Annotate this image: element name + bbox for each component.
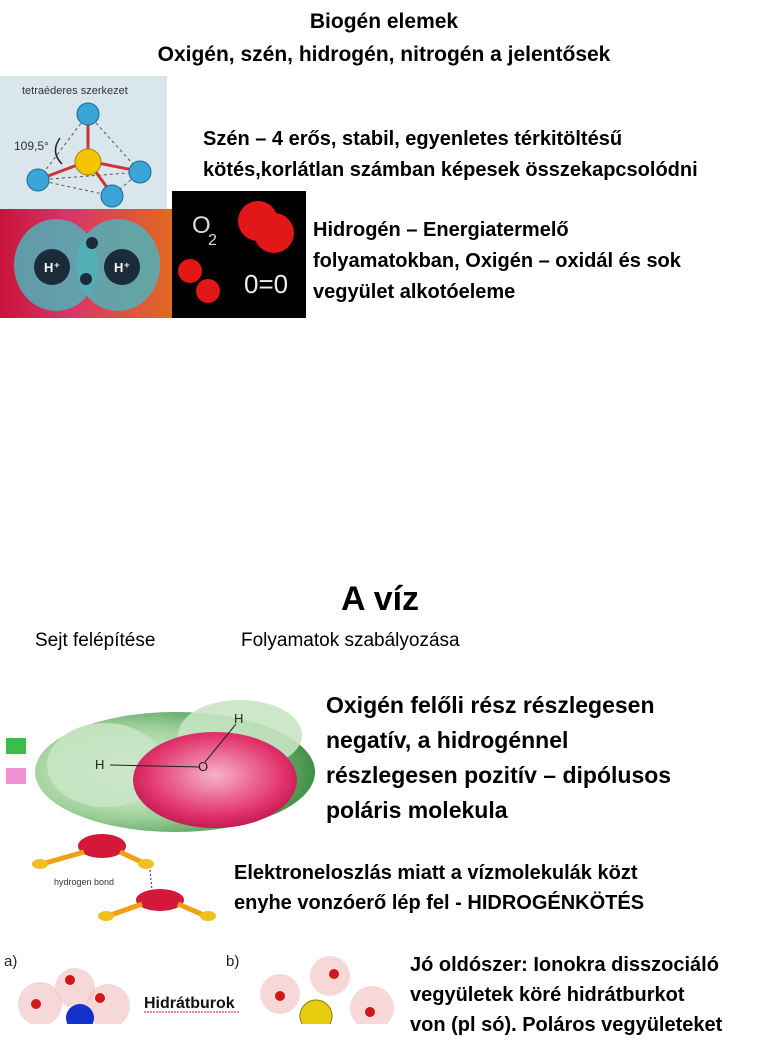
page-title: Biogén elemek [309, 10, 459, 33]
water-sub-left: Sejt felépítése [35, 630, 156, 651]
h-plus-right: H⁺ [114, 260, 131, 275]
hydrogen-molecule-image [0, 209, 172, 318]
o2-label: O [192, 212, 211, 239]
panel-b-label: b) [226, 953, 240, 970]
hbond-label: hydrogen bond [54, 877, 115, 887]
water-molecule-image [0, 690, 320, 835]
water-o: O [198, 759, 209, 774]
o2-formula: 0=0 [244, 269, 289, 299]
oxygen-molecule-image [172, 191, 306, 318]
dipole-line-2: negatív, a hidrogénnel [326, 727, 569, 753]
angle-label: 109,5° [14, 139, 49, 153]
o2-subscript: 2 [208, 232, 217, 249]
dipole-line-1: Oxigén felőli rész részlegesen [326, 692, 655, 718]
panel-a-label: a) [4, 953, 18, 970]
water-title: A víz [340, 580, 420, 618]
hbond-line-2: enyhe vonzóerő lép fel - HIDROGÉNKÖTÉS [234, 892, 645, 914]
hbond-line-1: Elektroneloszlás miatt a vízmolekulák közt [234, 862, 638, 884]
water-h-left: H [95, 757, 105, 772]
hydrate-diagram [0, 946, 400, 1024]
ho-line-3: vegyület alkotóeleme [313, 281, 516, 303]
ho-line-1: Hidrogén – Energiatermelő [313, 219, 569, 241]
carbon-line-1: Szén – 4 erős, stabil, egyenletes térkitöltésű [203, 128, 623, 150]
tetrahedral-image [0, 76, 167, 209]
hydrogen-bond-image [22, 832, 232, 932]
hydrogen-bond-diagram [22, 832, 232, 932]
water-sub-right: Folyamatok szabályozása [241, 630, 460, 651]
tetrahedral-label: tetraéderes szerkezet [22, 85, 128, 97]
dipole-line-4: poláris molekula [326, 797, 508, 823]
h-plus-left: H⁺ [44, 260, 61, 275]
water-dipole-diagram [0, 690, 320, 835]
solvent-line-2: vegyületek köré hidrátburkot [410, 984, 685, 1006]
hydrate-label: Hidrátburok [144, 995, 235, 1012]
oxygen-diagram [172, 191, 306, 318]
dipole-line-3: részlegesen pozitív – dipólusos [326, 762, 672, 788]
page-subtitle: Oxigén, szén, hidrogén, nitrogén a jelentősek [157, 43, 611, 66]
carbon-line-2: kötés,korlátlan számban képesek összekapcsolódni [203, 159, 698, 181]
hydrate-shell-image [0, 946, 400, 1024]
water-h-top: H [234, 711, 244, 726]
solvent-line-3: von (pl só). Poláros vegyületeket [410, 1014, 723, 1036]
ho-line-2: folyamatokban, Oxigén – oxidál és sok [313, 250, 681, 272]
hydrogen-diagram [0, 209, 172, 318]
solvent-line-1: Jó oldószer: Ionokra disszociáló [410, 954, 719, 976]
tetrahedral-diagram [0, 76, 167, 209]
